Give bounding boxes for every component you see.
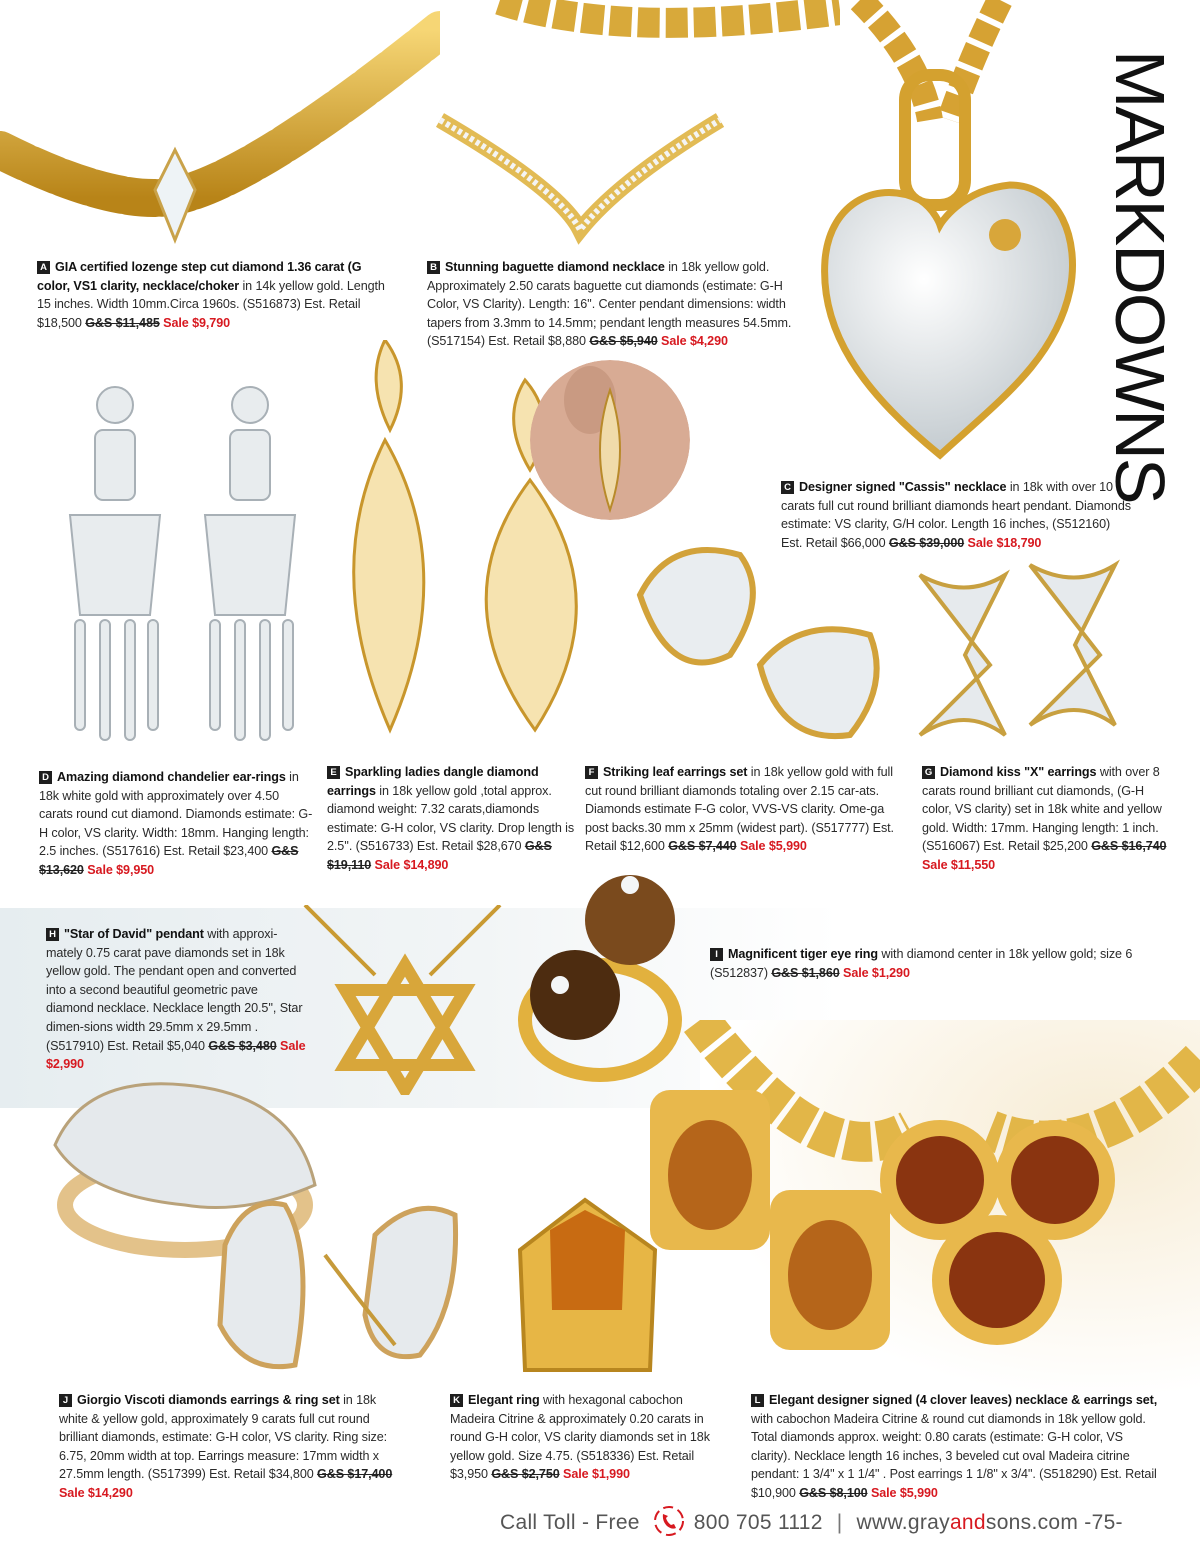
item-title: Sparkling ladies dangle diamond earrings — [327, 765, 539, 798]
item-title: Elegant ring — [468, 1393, 540, 1407]
item-c-description — [781, 478, 1131, 552]
item-k-description — [450, 1391, 715, 1484]
item-title: Amazing diamond chandelier ear-rings — [57, 770, 286, 784]
item-sale-price: Sale $5,990 — [870, 1485, 938, 1500]
footer-phone[interactable]: 800 705 1112 — [693, 1511, 823, 1534]
item-letter: C — [781, 481, 794, 494]
item-gs-price: G&S $16,740 — [1091, 839, 1167, 854]
item-gs-price: G&S $19,110 — [327, 839, 552, 872]
item-f-description — [585, 763, 905, 856]
necklace-a-photo — [0, 0, 440, 250]
item-title: Diamond kiss "X" earrings — [940, 765, 1097, 779]
model-ear-photo — [530, 360, 690, 520]
item-letter: A — [37, 261, 50, 274]
item-g-description — [922, 763, 1172, 875]
item-a-description — [37, 258, 397, 332]
item-gs-price: G&S $2,750 — [491, 1467, 560, 1482]
leaf-earrings-photo — [630, 535, 900, 745]
item-details: with approxi-mately 0.75 carat pave diamonds set in 18k yellow gold. The pendant open and converted into a second beautiful geometric pave diamond necklace. Necklace length 20.5'', Star dimen-sions width 29.5mm x 29.5mm . (S517910) Est. Retail $5,040 — [46, 927, 303, 1053]
item-gs-price: G&S $17,400 — [317, 1467, 393, 1482]
item-title: Elegant designer signed (4 clover leaves) necklace & earrings set, — [769, 1393, 1158, 1407]
item-letter: L — [751, 1394, 764, 1407]
item-sale-price: Sale $9,950 — [87, 862, 155, 877]
item-details: in 18k yellow gold ,total approx. diamond weight: 7.32 carats,diamonds estimate: G-H color, VS clarity. Drop length is 2.5''. (S516733) Est. Retail $28,670 — [327, 783, 575, 854]
item-gs-price: G&S $11,485 — [85, 315, 160, 330]
item-title: Giorgio Viscoti diamonds earrings & ring set — [77, 1393, 340, 1407]
section-title: MARKDOWNS — [1101, 50, 1179, 503]
item-title: Designer signed "Cassis" necklace — [799, 480, 1007, 494]
footer-call-label: Call Toll - Free — [500, 1511, 640, 1534]
footer-website[interactable]: www.grayandsons.com — [856, 1511, 1079, 1534]
item-details: with diamond center in 18k yellow gold; size 6 (S512837) — [710, 947, 1133, 980]
item-letter: D — [39, 771, 52, 784]
item-gs-price: G&S $13,620 — [39, 844, 299, 877]
item-e-description — [327, 763, 577, 875]
heart-pendant-photo — [800, 0, 1080, 465]
item-details: in 18k with over 10 carats full cut round brilliant diamonds heart pendant. Diamonds estimate: VS clarity, G/H color. Length 16 inches, (S512160) Est. Retail $66,000 — [781, 480, 1131, 550]
item-letter: K — [450, 1394, 463, 1407]
necklace-b-photo — [420, 0, 840, 250]
item-details: in 18k yellow gold with full cut round brilliant diamonds totaling over 2.15 car-ats. Diamonds estimate F-G color, VVS-VS clarity. Ome-ga post backs.30 mm x 25mm (widest part). (S517777) Est. Retail $12,600 — [585, 765, 894, 854]
footer — [500, 1506, 1190, 1536]
item-sale-price: Sale $1,990 — [563, 1467, 630, 1482]
item-letter: J — [59, 1394, 72, 1407]
phone-icon — [654, 1506, 684, 1536]
item-title: "Star of David" pendant — [64, 927, 204, 941]
item-sale-price: Sale $11,550 — [922, 857, 996, 872]
viscoti-earrings-photo — [205, 1195, 475, 1385]
item-gs-price: G&S $5,940 — [589, 334, 658, 349]
item-sale-price: Sale $4,290 — [661, 334, 728, 349]
item-details: in 18k white & yellow gold, approximately 9 carats full cut round brilliant diamonds, estimate: G-H color, VS clarity. Ring size: 6.75, 20mm width at top. Earrings measure: 17mm width x 27.5mm length. (S517399) Est. Retail $34,800 — [59, 1393, 388, 1482]
item-b-description — [427, 258, 797, 351]
item-j-description — [59, 1391, 399, 1503]
item-gs-price: G&S $7,440 — [668, 839, 737, 854]
item-details: in 18k yellow gold. Approximately 2.50 carats baguette cut diamonds (estimate: G-H Color, VS Clarity). Length: 16''. Center pendant dimensions: width tapers from 3.3mm to 14.5mm; pendant length measures 54.5mm. (S517154) Est. Retail $8,880 — [427, 260, 792, 349]
item-letter: E — [327, 766, 340, 779]
item-title: Magnificent tiger eye ring — [728, 947, 878, 961]
item-title: Striking leaf earrings set — [603, 765, 748, 779]
item-letter: F — [585, 766, 598, 779]
clover-necklace-photo — [640, 1020, 1200, 1390]
item-gs-price: G&S $1,860 — [771, 965, 840, 980]
item-details: with over 8 carats round brilliant cut diamonds, (G-H color, VS clarity) set in 18k white and yellow gold. Width: 17mm. Hanging length: 1 inch. (S516067) Est. Retail $25,200 — [922, 765, 1162, 854]
item-title: GIA certified lozenge step cut diamond 1.36 carat (G color, VS1 clarity, necklace/choker — [37, 260, 362, 293]
footer-separator: | — [836, 1511, 843, 1534]
item-sale-price: Sale $2,990 — [46, 1038, 306, 1072]
item-details: with cabochon Madeira Citrine & round cut diamonds in 18k yellow gold. Total diamonds approx. weight: 0.80 carats (estimate: G-H color, VS clarity). Necklace length 16 inches, 3 beveled cut oval Madeira citrine pendant: 1 3/4" x 1 1/4" . Post earrings 1 1/8" x 3/4". (S518290) Est. Retail $10,900 — [751, 1411, 1157, 1500]
item-i-description — [710, 945, 1140, 982]
item-letter: G — [922, 766, 935, 779]
item-gs-price: G&S $8,100 — [799, 1485, 868, 1500]
item-l-description — [751, 1391, 1161, 1503]
item-sale-price: Sale $1,290 — [843, 965, 910, 980]
item-sale-price: Sale $18,790 — [967, 535, 1042, 550]
item-title: Stunning baguette diamond necklace — [445, 260, 665, 274]
item-letter: B — [427, 261, 440, 274]
kiss-x-earrings-photo — [905, 555, 1145, 750]
item-sale-price: Sale $9,790 — [163, 315, 230, 330]
item-sale-price: Sale $14,290 — [59, 1485, 133, 1500]
chandelier-earrings-photo — [50, 375, 330, 760]
item-letter: H — [46, 928, 59, 941]
item-gs-price: G&S $3,480 — [208, 1038, 277, 1053]
page-number: -75- — [1078, 1511, 1123, 1534]
item-sale-price: Sale $5,990 — [739, 839, 807, 854]
item-h-description — [46, 925, 308, 1074]
item-details: in 18k white gold with approximately over 4.50 carats round cut diamond. Diamonds estimate: G-H color, VS clarity. Width: 18mm. Hanging length: 2.5 inches. (S517616) Est. Retail $23,400 — [39, 770, 313, 859]
item-details: with hexagonal cabochon Madeira Citrine & approximately 0.20 carats in round G-H color, VS clarity diamonds set in 18k yellow gold. Size 4.75. (S518336) Est. Retail $3,950 — [450, 1393, 710, 1482]
item-d-description — [39, 768, 314, 880]
star-of-david-photo — [300, 905, 510, 1095]
item-sale-price: Sale $14,890 — [374, 857, 449, 872]
item-details: in 14k yellow gold. Length 15 inches. Width 10mm.Circa 1960s. (S516873) Est. Retail $18,500 — [37, 278, 385, 330]
item-letter: I — [710, 948, 723, 961]
item-gs-price: G&S $39,000 — [888, 535, 965, 550]
